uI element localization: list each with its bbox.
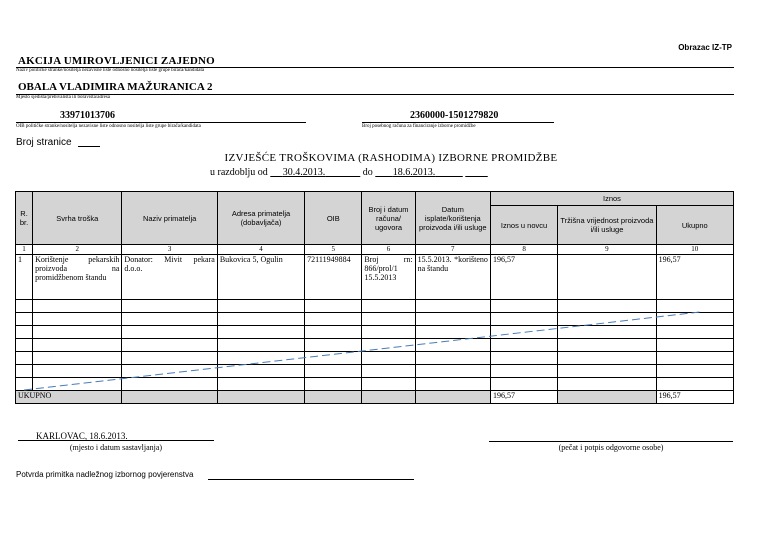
- report-title: IZVJEŠĆE TROŠKOVIMA (RASHODIMA) IZBORNE PROMIDŽBE: [224, 152, 558, 164]
- col-number: 8: [490, 245, 557, 255]
- col-number: 3: [122, 245, 217, 255]
- col-number: 10: [656, 245, 733, 255]
- header-adresa: Adresa primatelja (dobavljača): [217, 192, 304, 245]
- header-racun: Broj i datum računa/ ugovora: [362, 192, 415, 245]
- party-oib: 33971013706: [60, 110, 115, 121]
- page-number-label: Broj stranice: [16, 137, 72, 148]
- header-naziv: Naziv primatelja: [122, 192, 217, 245]
- header-ukupno: Ukupno: [656, 206, 733, 245]
- period-to: 18.6.2013.: [392, 167, 436, 178]
- header-iznos-novcu: Iznos u novcu: [490, 206, 557, 245]
- cell-racun: Broj rn: 866/prol/1 15.5.2013: [362, 255, 415, 300]
- confirmation-label: Potvrda primitka nadležnog izbornog povjerenstva: [16, 470, 194, 479]
- party-name: AKCIJA UMIROVLJENICI ZAJEDNO: [18, 55, 215, 67]
- cell-svrha: Korištenje pekarskih proizvoda na promidžbenom štandu: [33, 255, 122, 300]
- col-number: 1: [16, 245, 33, 255]
- total-label: UKUPNO: [16, 391, 122, 404]
- cancel-strike-line-path: [24, 312, 700, 390]
- total-iznos-novcu: 196,57: [490, 391, 557, 404]
- place-date-caption: (mjesto i datum sastavljanja): [69, 443, 163, 452]
- address-caption: Mjesto sjedišta/prebivališta ili boravišta/adresa: [16, 95, 111, 100]
- header-iznos: Iznos: [490, 192, 733, 206]
- cell-oib: 72111949884: [305, 255, 362, 300]
- header-rbr: R. br.: [16, 192, 33, 245]
- header-oib: OIB: [305, 192, 362, 245]
- cell-naziv: Donator: Mivit pekara d.o.o.: [122, 255, 217, 300]
- place-date-line: [18, 440, 214, 441]
- col-number: 9: [558, 245, 656, 255]
- header-datum: Datum isplate/korištenja proizvoda i/ili usluge: [415, 192, 490, 245]
- form-code: Obrazac IZ-TP: [678, 43, 732, 52]
- period-prefix: u razdoblju od: [210, 167, 268, 178]
- col-number: 6: [362, 245, 415, 255]
- col-number: 2: [33, 245, 122, 255]
- total-ukupno: 196,57: [656, 391, 733, 404]
- party-iban: 2360000-1501279820: [410, 110, 499, 121]
- stamp-caption: (pečat i potpis odgovorne osobe): [558, 443, 664, 452]
- period-to-word: do: [362, 167, 373, 178]
- confirmation-field[interactable]: [208, 479, 414, 480]
- place-date: KARLOVAC, 18.6.2013.: [36, 431, 128, 441]
- header-svrha: Svrha troška: [33, 192, 122, 245]
- oib-caption: OIB političke stranke/nositelja nezavisne liste odnosno nositelja liste grupe birača/kandidata: [16, 124, 201, 129]
- party-name-caption: Naziv političke stranke/nositelja nezavisne liste odnosno nositelja liste grupe birača/kandidata: [16, 68, 205, 73]
- cell-adresa: Bukovica 5, Ogulin: [217, 255, 304, 300]
- iban-caption: Broj posebnog računa za financiranje izborne promidžbe: [362, 124, 476, 129]
- col-number: 5: [305, 245, 362, 255]
- stamp-signature-line[interactable]: [489, 441, 733, 442]
- party-address: OBALA VLADIMIRA MAŽURANICA 2: [18, 81, 213, 93]
- cell-iznos-novcu: 196,57: [490, 255, 557, 300]
- cell-datum: 15.5.2013. *korišteno na štandu: [415, 255, 490, 300]
- header-trzisna: Tržišna vrijednost proizvoda i/ili usluge: [558, 206, 656, 245]
- col-number: 7: [415, 245, 490, 255]
- cell-rbr: 1: [16, 255, 33, 300]
- col-number: 4: [217, 245, 304, 255]
- cell-ukupno: 196,57: [656, 255, 733, 300]
- period-from: 30.4.2013.: [282, 167, 326, 178]
